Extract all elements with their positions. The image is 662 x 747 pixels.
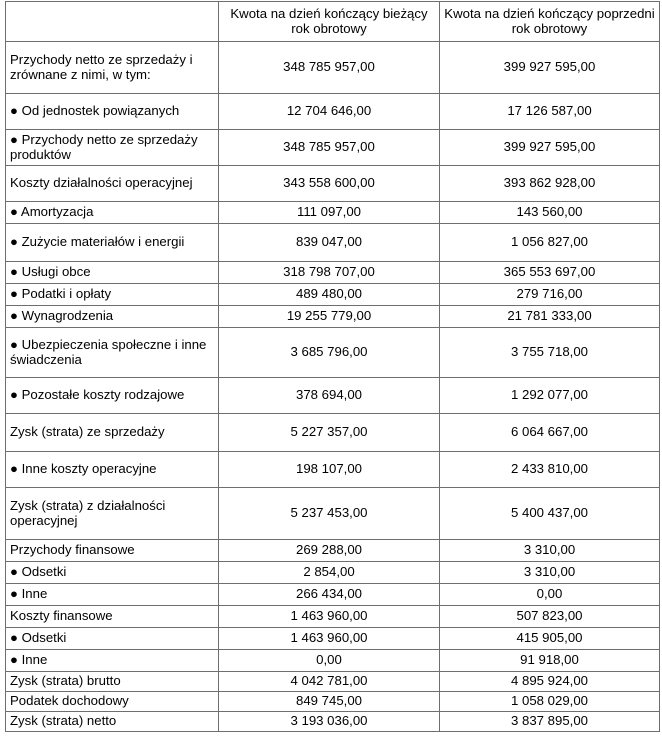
previous-year-value: 399 927 595,00 bbox=[440, 42, 660, 94]
previous-year-value: 399 927 595,00 bbox=[440, 130, 660, 166]
previous-year-value: 5 400 437,00 bbox=[440, 488, 660, 540]
table-row bbox=[6, 712, 660, 732]
current-year-value: 3 193 036,00 bbox=[219, 712, 440, 732]
row-label: ● Odsetki bbox=[6, 562, 219, 584]
current-year-value: 3 685 796,00 bbox=[219, 328, 440, 378]
row-label: ● Amortyzacja bbox=[6, 202, 219, 224]
previous-year-value: 393 862 928,00 bbox=[440, 166, 660, 202]
current-year-value: 266 434,00 bbox=[219, 584, 440, 606]
row-label: Podatek dochodowy bbox=[6, 692, 219, 712]
previous-year-value: 1 056 827,00 bbox=[440, 224, 660, 262]
previous-year-value: 6 064 667,00 bbox=[440, 414, 660, 452]
row-label: Koszty finansowe bbox=[6, 606, 219, 628]
table-row bbox=[6, 202, 660, 224]
table-row bbox=[6, 540, 660, 562]
row-label: Zysk (strata) ze sprzedaży bbox=[6, 414, 219, 452]
table-row bbox=[6, 130, 660, 166]
row-label: Zysk (strata) netto bbox=[6, 712, 219, 732]
table-row bbox=[6, 606, 660, 628]
current-year-value: 12 704 646,00 bbox=[219, 94, 440, 130]
current-year-value: 849 745,00 bbox=[219, 692, 440, 712]
table-row bbox=[6, 224, 660, 262]
row-label: ● Pozostałe koszty rodzajowe bbox=[6, 378, 219, 414]
previous-year-value: 3 755 718,00 bbox=[440, 328, 660, 378]
previous-year-value: 279 716,00 bbox=[440, 284, 660, 306]
table-row bbox=[6, 562, 660, 584]
table-row bbox=[6, 414, 660, 452]
current-year-value: 269 288,00 bbox=[219, 540, 440, 562]
previous-year-value: 365 553 697,00 bbox=[440, 262, 660, 284]
row-label: ● Inne bbox=[6, 584, 219, 606]
table-row bbox=[6, 42, 660, 94]
current-year-value: 378 694,00 bbox=[219, 378, 440, 414]
table-row bbox=[6, 306, 660, 328]
current-year-value: 19 255 779,00 bbox=[219, 306, 440, 328]
previous-year-value: 4 895 924,00 bbox=[440, 672, 660, 692]
current-year-value: 318 798 707,00 bbox=[219, 262, 440, 284]
row-label: ● Usługi obce bbox=[6, 262, 219, 284]
row-label: Przychody netto ze sprzedaży i zrównane z nimi, w tym: bbox=[6, 42, 219, 94]
table-body bbox=[6, 42, 660, 732]
current-year-value: 348 785 957,00 bbox=[219, 130, 440, 166]
row-label: ● Inne bbox=[6, 650, 219, 672]
previous-year-value: 17 126 587,00 bbox=[440, 94, 660, 130]
table-row bbox=[6, 650, 660, 672]
current-year-value: 2 854,00 bbox=[219, 562, 440, 584]
table-row bbox=[6, 692, 660, 712]
header-row bbox=[6, 2, 660, 42]
previous-year-value: 1 292 077,00 bbox=[440, 378, 660, 414]
header-previous-year: Kwota na dzień kończący poprzedni rok obrotowy bbox=[440, 2, 660, 42]
row-label: Koszty działalności operacyjnej bbox=[6, 166, 219, 202]
table-row bbox=[6, 378, 660, 414]
current-year-value: 198 107,00 bbox=[219, 452, 440, 488]
table-row bbox=[6, 672, 660, 692]
table-row bbox=[6, 328, 660, 378]
table-row bbox=[6, 452, 660, 488]
previous-year-value: 143 560,00 bbox=[440, 202, 660, 224]
current-year-value: 5 237 453,00 bbox=[219, 488, 440, 540]
current-year-value: 1 463 960,00 bbox=[219, 606, 440, 628]
row-label: ● Ubezpieczenia społeczne i inne świadczenia bbox=[6, 328, 219, 378]
table-row bbox=[6, 488, 660, 540]
row-label: Zysk (strata) z działalności operacyjnej bbox=[6, 488, 219, 540]
header-current-year: Kwota na dzień kończący bieżący rok obrotowy bbox=[219, 2, 440, 42]
previous-year-value: 0,00 bbox=[440, 584, 660, 606]
table-row bbox=[6, 284, 660, 306]
current-year-value: 5 227 357,00 bbox=[219, 414, 440, 452]
current-year-value: 0,00 bbox=[219, 650, 440, 672]
previous-year-value: 1 058 029,00 bbox=[440, 692, 660, 712]
previous-year-value: 507 823,00 bbox=[440, 606, 660, 628]
previous-year-value: 3 837 895,00 bbox=[440, 712, 660, 732]
current-year-value: 1 463 960,00 bbox=[219, 628, 440, 650]
table-row bbox=[6, 628, 660, 650]
row-label: Zysk (strata) brutto bbox=[6, 672, 219, 692]
row-label: Przychody finansowe bbox=[6, 540, 219, 562]
current-year-value: 348 785 957,00 bbox=[219, 42, 440, 94]
table-row bbox=[6, 584, 660, 606]
current-year-value: 343 558 600,00 bbox=[219, 166, 440, 202]
row-label: ● Wynagrodzenia bbox=[6, 306, 219, 328]
previous-year-value: 415 905,00 bbox=[440, 628, 660, 650]
row-label: ● Odsetki bbox=[6, 628, 219, 650]
header-label-cell bbox=[6, 2, 219, 42]
current-year-value: 489 480,00 bbox=[219, 284, 440, 306]
current-year-value: 4 042 781,00 bbox=[219, 672, 440, 692]
row-label: ● Przychody netto ze sprzedaży produktów bbox=[6, 130, 219, 166]
previous-year-value: 3 310,00 bbox=[440, 562, 660, 584]
previous-year-value: 91 918,00 bbox=[440, 650, 660, 672]
previous-year-value: 3 310,00 bbox=[440, 540, 660, 562]
table-row bbox=[6, 166, 660, 202]
row-label: ● Inne koszty operacyjne bbox=[6, 452, 219, 488]
table-row bbox=[6, 94, 660, 130]
row-label: ● Zużycie materiałów i energii bbox=[6, 224, 219, 262]
table-row bbox=[6, 262, 660, 284]
row-label: ● Podatki i opłaty bbox=[6, 284, 219, 306]
financial-table bbox=[5, 1, 660, 732]
row-label: ● Od jednostek powiązanych bbox=[6, 94, 219, 130]
previous-year-value: 2 433 810,00 bbox=[440, 452, 660, 488]
previous-year-value: 21 781 333,00 bbox=[440, 306, 660, 328]
current-year-value: 839 047,00 bbox=[219, 224, 440, 262]
current-year-value: 111 097,00 bbox=[219, 202, 440, 224]
